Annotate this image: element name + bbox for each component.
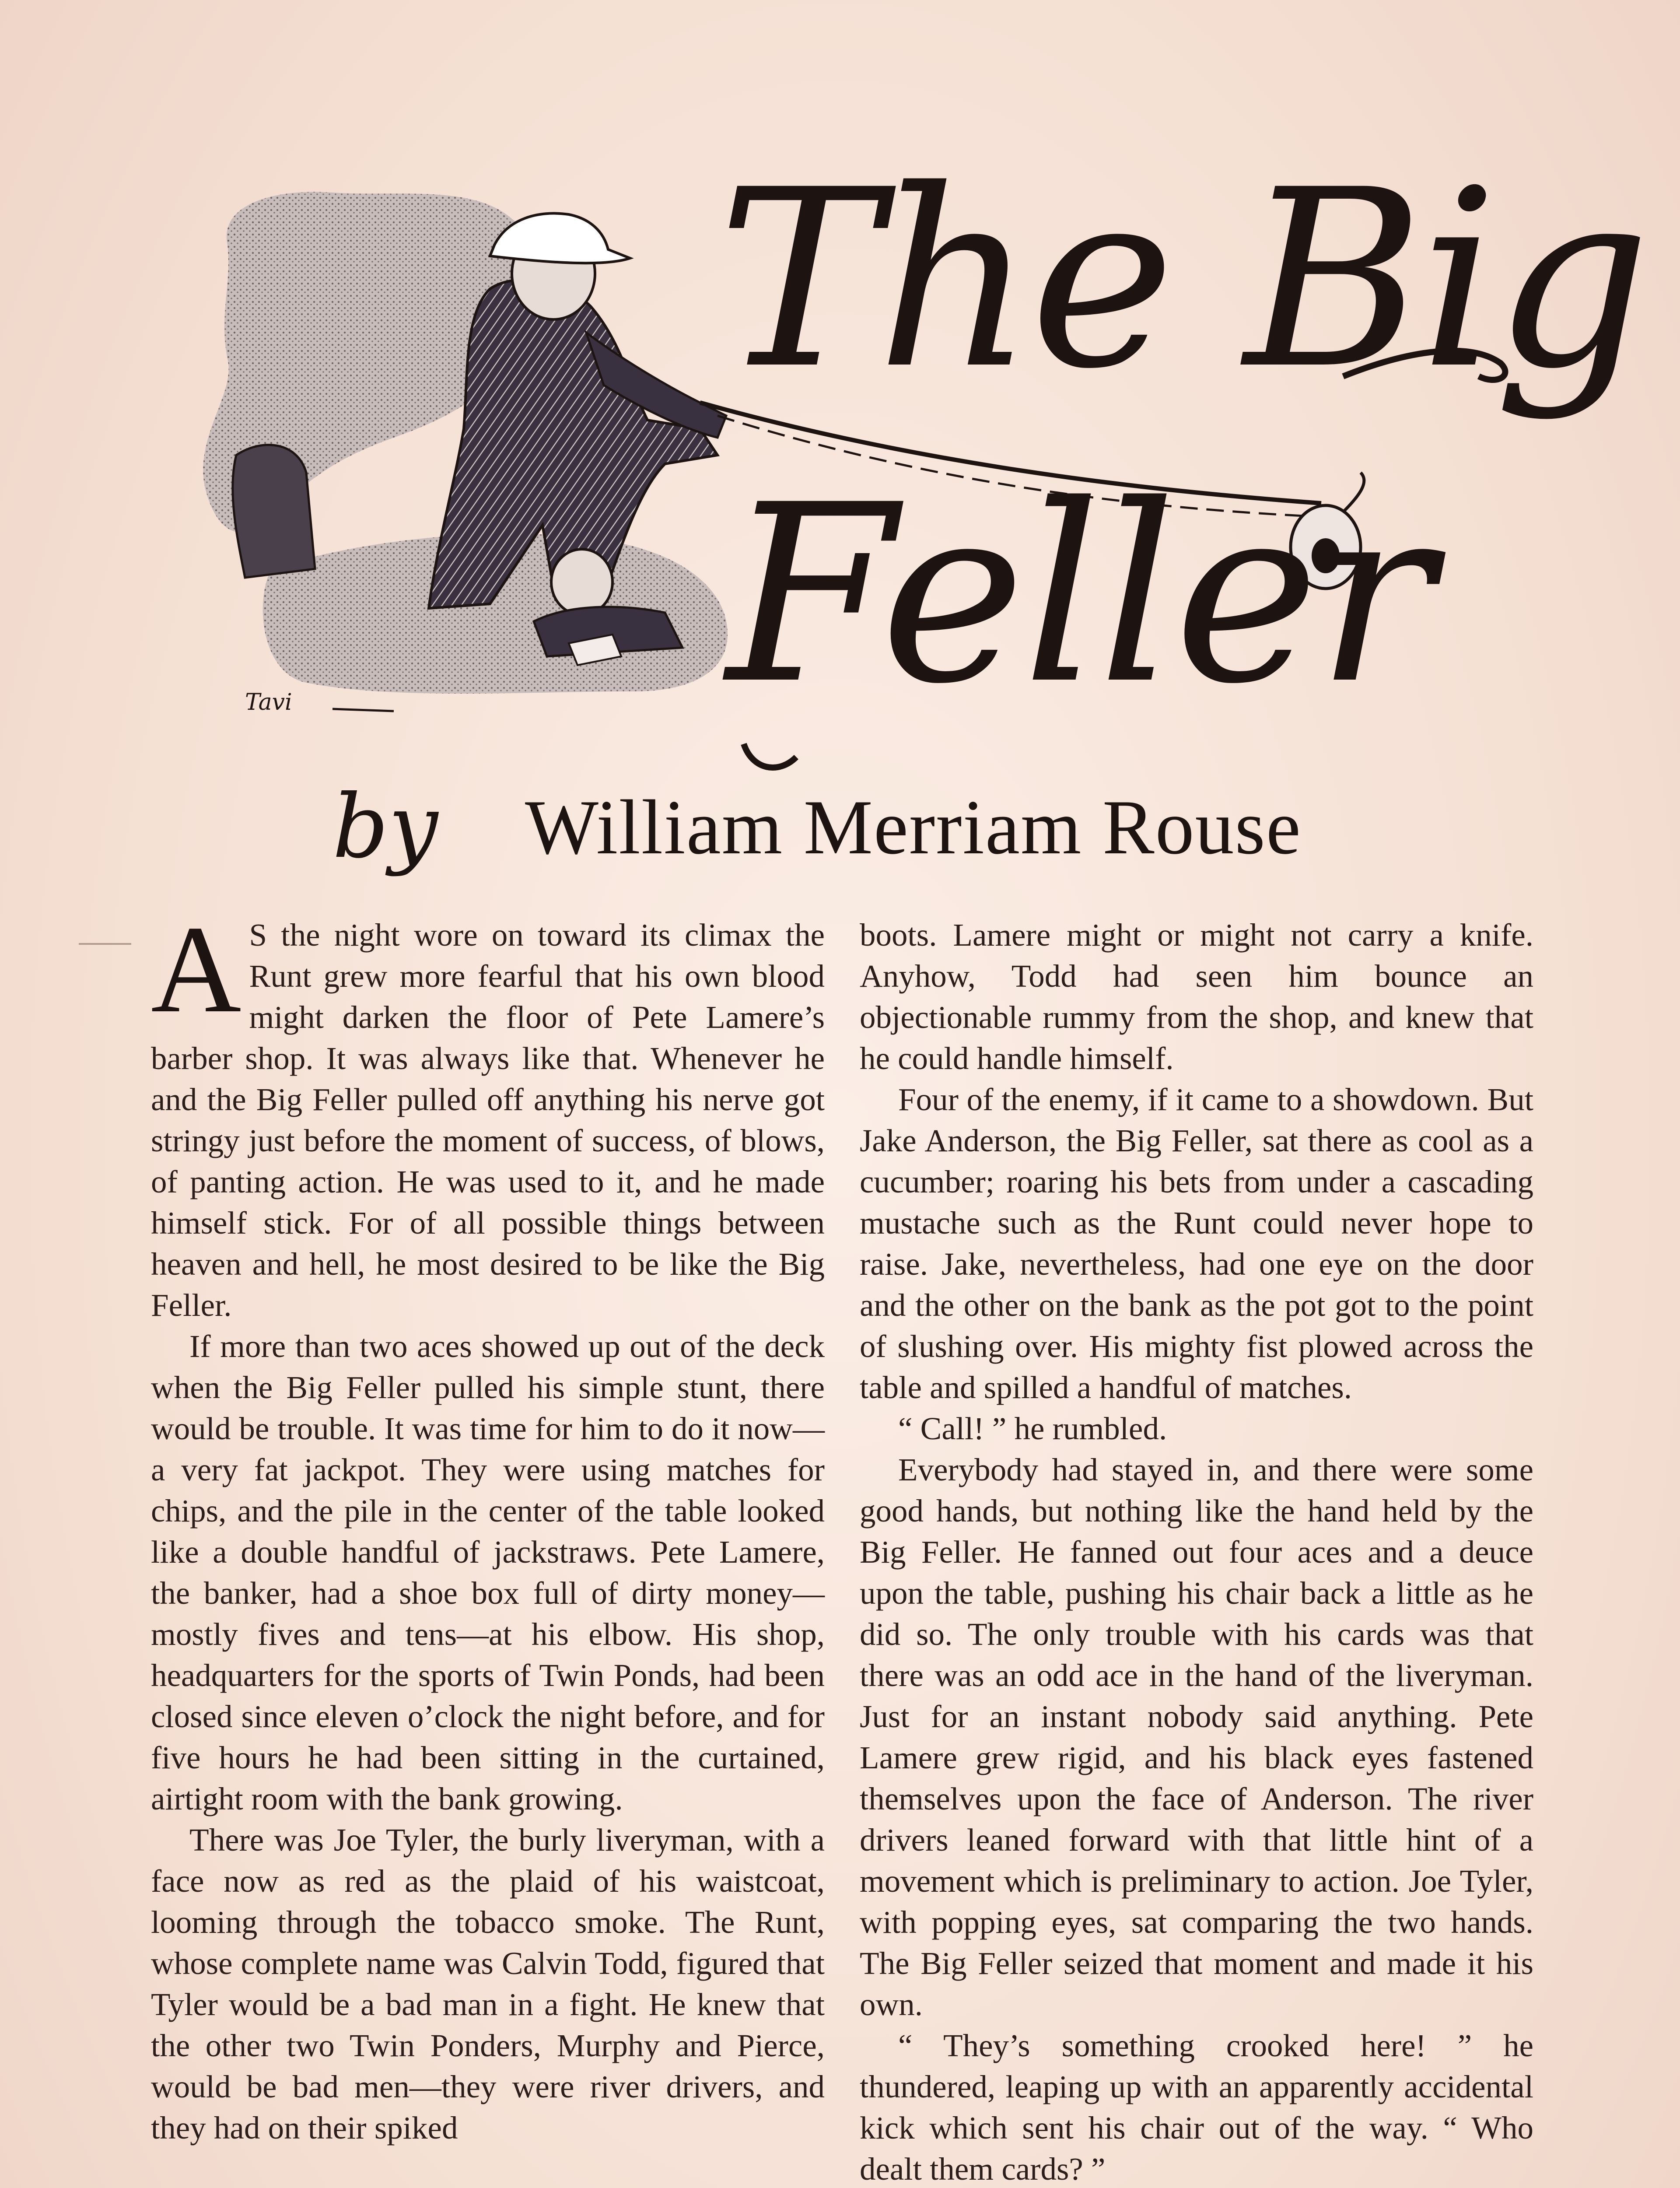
paragraph: Everybody had stayed in, and there were some good hands, but nothing like the hand held by the Big Feller. He fanned out four aces and a deuce upon the table, pushing his chair back a little as he did so. The only trouble with his cards was that there was an odd ace in the hand of the liveryman. Just for an instant nobody said anything. Pete Lamere grew rigid, and his black eyes fastened themselves upon the face of Anderson. The river drivers leaned forward with that little hint of a movement which is preliminary to action. Joe Tyler, with popping eyes, sat comparing the two hands. The Big Feller seized that moment and made it his own.	[860, 1452, 1533, 2022]
title-line-2: Feller	[726, 452, 1431, 738]
paragraph: “ They’s something crooked here! ” he thundered, leaping up with an apparently accidental kick which sent his chair out of the way. “ Who dealt them cards? ”	[860, 2028, 1533, 2187]
background-figure	[233, 445, 315, 578]
illustrator-signature: Tavi	[245, 689, 292, 715]
author-name: William Merriam Rouse	[525, 784, 1302, 870]
paragraph: boots. Lamere might or might not carry a knife. Anyhow, Todd had seen him bounce an objectionable rummy from the shop, and knew that he could handle himself.	[860, 917, 1533, 1076]
signature-underline	[332, 709, 394, 711]
seated-head	[551, 549, 612, 615]
paragraph: If more than two aces showed up out of the deck when the Big Feller pulled his simple stunt, there would be trouble. It was time for him to do it now—a very fat jackpot. They were using matches for chips, and the pile in the center of the table looked like a double handful of jackstraws. Pete Lamere, the banker, had a shoe box full of dirty money—mostly fives and tens—at his elbow. His shop, headquarters for the sports of Twin Ponds, had been closed since eleven o’clock the night before, and for five hours he had been sitting in the curtained, airtight room with the bank growing.	[151, 1329, 825, 1816]
paragraph: “ Call! ” he rumbled.	[898, 1411, 1167, 1446]
paragraph: S the night wore on toward its climax the Runt grew more fearful that his own blood might darken the floor of Pete Lamere’s barber shop. It was always like that. Whenever he and the Big Feller pulled off anything his nerve got stringy just before the moment of success, of blows, of panting action. He was used to it, and he made himself stick. For of all possible things between heaven and hell, he most desired to be like the Big Feller.	[151, 917, 825, 1323]
byline-prefix: by	[332, 776, 438, 878]
header-illustration	[0, 0, 1680, 897]
paragraph: Four of the enemy, if it came to a showdown. But Jake Anderson, the Big Feller, sat there as cool as a cucumber; roaring his bets from under a cascading mustache such as the Runt could never hope to raise. Jake, nevertheless, had one eye on the door and the other on the bank as the pot got to the point of slushing over. His mighty fist plowed across the table and spilled a handful of matches.	[860, 1082, 1533, 1405]
paragraph: There was Joe Tyler, the burly liveryman, with a face now as red as the plaid of his waistcoat, looming through the tobacco smoke. The Runt, whose complete name was Calvin Todd, figured that Tyler would be a bad man in a fight. He knew that the other two Twin Ponders, Murphy and Pierce, would be bad men—they were river drivers, and they had on their spiked	[151, 1822, 825, 2146]
text-column-right	[860, 915, 1533, 2188]
title-flourish-bottom	[744, 744, 796, 768]
title-line-1: The Big	[718, 137, 1646, 423]
drop-cap: A	[151, 900, 242, 1038]
margin-mark	[79, 943, 131, 945]
text-column-left	[151, 900, 825, 2188]
